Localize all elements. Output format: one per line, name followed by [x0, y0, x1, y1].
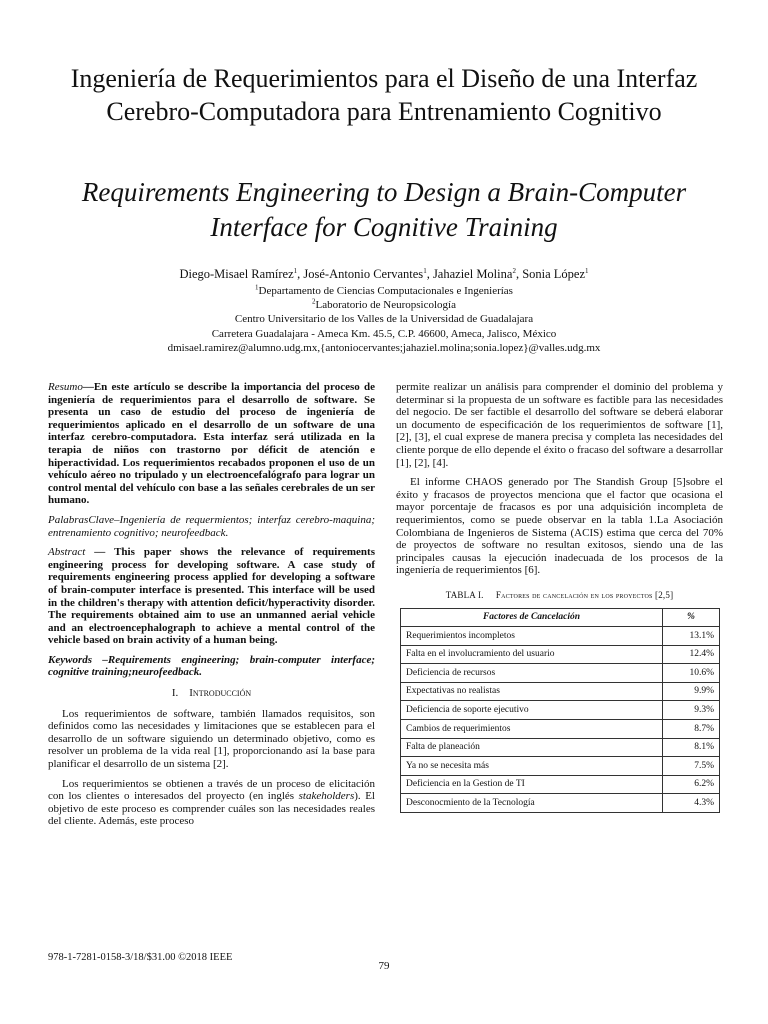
right-column	[396, 381, 723, 813]
author-name: Diego-Misael Ramírez	[179, 267, 294, 281]
affiliation-mark: 1	[255, 283, 259, 292]
table-cell: 6.2%	[663, 775, 720, 794]
author-name: Jahaziel Molina	[432, 267, 513, 281]
section-number: I.	[171, 687, 179, 700]
table-row	[401, 775, 720, 794]
affiliations	[40, 284, 728, 355]
resumen-label: Resumo	[48, 381, 83, 393]
table-label: TABLA I.	[445, 589, 484, 600]
table-title: Factores de cancelación en los proyectos [2,5]	[495, 589, 674, 600]
table-row	[401, 738, 720, 757]
table-cell: Deficiencia de soporte ejecutivo	[401, 701, 663, 720]
body-paragraph: El informe CHAOS generado por The Standish Group [5]sobre el éxito y fracasos de proyectos menciona que el factor que ocasiona el mayor porcentaje de fracasos es por una adquisición incompleta de requerimientos, como se puede observar en la tabla 1.La Asociación Colombiana de Ingenieros de Sistema (ACIS) estima que cerca del 70% de proyectos de software no resultan exitosos, siendo una de las principales causas la ejecución inadecuada de los procesos de la ingeniería de requerimientos [6].	[396, 476, 723, 577]
resumen-paragraph	[48, 381, 375, 507]
paper-title-english: Requirements Engineering to Design a Brain-Computer Interface for Cognitive Training	[81, 177, 687, 242]
column-header: Factores de Cancelación	[401, 608, 663, 627]
table-cell: Desconocmiento de la Tecnología	[401, 794, 663, 813]
table-row	[401, 645, 720, 664]
table-cell: Deficiencia de recursos	[401, 664, 663, 683]
affiliation-mark: 2	[311, 297, 316, 306]
palabras-clave: PalabrasClave–Ingeniería de requermientos; interfaz cerebro-maquina; entrenamiento cognitivo; neurofeedback.	[48, 513, 375, 539]
author-name: José-Antonio Cervantes	[303, 267, 424, 281]
left-column	[48, 381, 375, 835]
table-caption	[396, 589, 723, 602]
table-row	[401, 627, 720, 646]
author-affiliation-mark: 1	[585, 266, 589, 275]
table-row	[401, 664, 720, 683]
table-cell: 7.5%	[663, 757, 720, 776]
affiliation-line	[40, 298, 728, 312]
author-affiliation-mark: 1	[423, 266, 427, 275]
table-cell: Falta en el involucramiento del usuario	[401, 645, 663, 664]
table-cell: Cambios de requerimientos	[401, 720, 663, 739]
affiliation-text: Laboratorio de Neuropsicología	[315, 299, 456, 312]
table-cell: Deficiencia en la Gestion de TI	[401, 775, 663, 794]
author-affiliation-mark: 1	[293, 266, 298, 275]
author-affiliation-mark: 2	[512, 266, 516, 275]
table-cell: Ya no se necesita más	[401, 757, 663, 776]
table-cell: 12.4%	[663, 645, 720, 664]
affiliation-line	[40, 284, 728, 298]
table-cell: 8.1%	[663, 738, 720, 757]
body-text: Los requerimientos se obtienen a través de un proceso de elicitación con los clientes o interesados del proyecto (en inglés	[48, 777, 375, 803]
table-cell: 8.7%	[663, 720, 720, 739]
author-name: Sonia López	[522, 267, 586, 281]
body-paragraph	[48, 778, 375, 828]
affiliation-text: Departamento de Ciencias Computacionales e Ingenierías	[258, 285, 513, 297]
table-cell: Expectativas no realistas	[401, 682, 663, 701]
table-row	[401, 682, 720, 701]
section-title: Introducción	[189, 687, 252, 700]
cancellation-factors-table	[400, 608, 720, 814]
paper-title-spanish: Ingeniería de Requerimientos para el Diseño de una Interfaz Cerebro-Computadora para Entrenamiento Cognitivo	[70, 64, 698, 126]
body-text-italic: stakeholders	[298, 790, 355, 803]
table-row	[401, 720, 720, 739]
body-paragraph: permite realizar un análisis para comprender el dominio del problema y determinar si la propuesta de un software es factible para las necesidades del negocio. De ser factible el desarrollo del software se deberá elaborar un documento de especificación de los requerimientos de software [1], [2], [3], el cual exprese de manera precisa y completa las necesidades del cliente porque de ello depende el éxito o fracaso del software a desarrollar [1], [2], [4].	[396, 381, 723, 469]
abstract-text: — This paper shows the relevance of requirements engineering process for developing software. A case study of requirements engineering process applied for developing a software of brain-computer interface is presented. This interface will be used in the children's therapy with attention deficit/hyperactivity disorder. The requirements obtained aim to use an unmanned aerial vehicle and an electroencephalograph to achieve a mental control of the vehicle based on brain activity of a human being.	[48, 546, 375, 647]
copyright-footer: 978-1-7281-0158-3/18/$31.00 ©2018 IEEE	[48, 952, 233, 963]
author-list: Diego-Misael Ramírez$^1$, José-Antonio Cervantes$^1$, Jahaziel Molina$^2$, Sonia López$^1$	[179, 266, 589, 281]
table-header-row	[401, 608, 720, 627]
section-heading	[48, 687, 375, 700]
abstract-label: Abstract	[48, 546, 86, 559]
body-paragraph: Los requerimientos de software, también llamados requisitos, son definidos como las necesidades y limitaciones que se establecen para el desarrollo de un software siguiendo un determinado objetivo, como es resolver un problema de la vida real [1], proporcionando así la base para planificar el desarrollo de un sistema [2].	[48, 707, 375, 771]
keywords: Keywords –Requirements engineering; brain-computer interface; cognitive training;neurofeedback.	[48, 653, 375, 679]
page-number: 79	[378, 960, 390, 972]
table-cell: 9.9%	[663, 682, 720, 701]
abstract-paragraph	[48, 546, 375, 647]
table-cell: Falta de planeación	[401, 738, 663, 757]
table-row	[401, 757, 720, 776]
affiliation-line: Carretera Guadalajara - Ameca Km. 45.5, C.P. 46600, Ameca, Jalisco, México	[211, 327, 557, 340]
table-cell: 10.6%	[663, 664, 720, 683]
table-cell: 9.3%	[663, 701, 720, 720]
table-row	[401, 701, 720, 720]
affiliation-line: Centro Universitario de los Valles de la Universidad de Guadalajara	[234, 313, 534, 326]
author-emails: dmisael.ramirez@alumno.udg.mx,{antoniocervantes;jahaziel.molina;sonia.lopez}@valles.udg.mx	[167, 341, 601, 354]
resumen-text: —En este artículo se describe la importancia del proceso de ingeniería de requerimientos para el desarrollo de software. Se presenta un caso de estudio del proceso de ingeniería de requerimientos aplicado en el desarrollo de un software de una interfaz cerebro-computadora. Esta interfaz será utilizada en la terapia de niños con trastorno por déficit de atención e hiperactividad. Los requerimientos recabados proponen el uso de un vehículo aéreo no tripulado y un electroencefalógrafo para lograr un control mental del vehículo con base a las señales cerebrales de un ser humano.	[48, 381, 375, 507]
table-cell: 4.3%	[663, 794, 720, 813]
table-cell: 13.1%	[663, 627, 720, 646]
table-row	[401, 794, 720, 813]
column-header: %	[663, 608, 720, 627]
table-cell: Requerimientos incompletos	[401, 627, 663, 646]
body-text: ). El objetivo de este proceso es comprender cuáles son las necesidades reales del cliente. Además, este proceso	[48, 790, 375, 828]
